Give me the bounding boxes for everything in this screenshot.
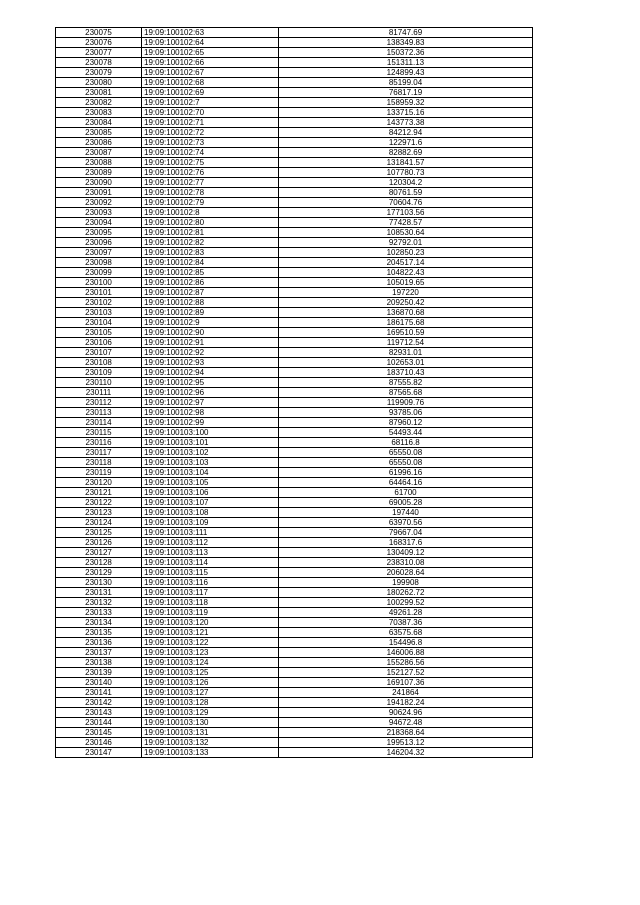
table-row [56,188,533,198]
row-id-cell: 230146 [56,738,142,748]
row-id-cell: 230102 [56,298,142,308]
cadastral-code-cell: 19:09:100103:129 [142,708,279,718]
row-id-cell: 230078 [56,58,142,68]
cadastral-code-cell: 19:09:100103:105 [142,478,279,488]
cadastral-code-cell: 19:09:100102:65 [142,48,279,58]
amount-cell: 151311.13 [279,58,533,68]
table-row [56,48,533,58]
row-id-cell: 230119 [56,468,142,478]
cadastral-code-cell: 19:09:100103:128 [142,698,279,708]
cadastral-code-cell: 19:09:100103:114 [142,558,279,568]
row-id-cell: 230143 [56,708,142,718]
amount-cell: 102850.23 [279,248,533,258]
amount-cell: 87565.68 [279,388,533,398]
cadastral-code-cell: 19:09:100102:94 [142,368,279,378]
amount-cell: 209250.42 [279,298,533,308]
row-id-cell: 230120 [56,478,142,488]
row-id-cell: 230110 [56,378,142,388]
row-id-cell: 230137 [56,648,142,658]
row-id-cell: 230142 [56,698,142,708]
row-id-cell: 230097 [56,248,142,258]
amount-cell: 104822.43 [279,268,533,278]
cadastral-code-cell: 19:09:100102:73 [142,138,279,148]
amount-cell: 204517.14 [279,258,533,268]
cadastral-code-cell: 19:09:100102:69 [142,88,279,98]
cadastral-code-cell: 19:09:100102:79 [142,198,279,208]
table-row [56,528,533,538]
table-row [56,118,533,128]
table-row [56,718,533,728]
cadastral-code-cell: 19:09:100103:104 [142,468,279,478]
row-id-cell: 230125 [56,528,142,538]
amount-cell: 238310.08 [279,558,533,568]
row-id-cell: 230082 [56,98,142,108]
cadastral-code-cell: 19:09:100102:81 [142,228,279,238]
row-id-cell: 230118 [56,458,142,468]
table-row [56,378,533,388]
table-row [56,408,533,418]
row-id-cell: 230121 [56,488,142,498]
amount-cell: 146006.88 [279,648,533,658]
cadastral-code-cell: 19:09:100103:127 [142,688,279,698]
amount-cell: 84212.94 [279,128,533,138]
amount-cell: 119909.76 [279,398,533,408]
table-row [56,208,533,218]
table-row [56,398,533,408]
cadastral-code-cell: 19:09:100103:122 [142,638,279,648]
cadastral-code-cell: 19:09:100102:82 [142,238,279,248]
table-row [56,478,533,488]
cadastral-code-cell: 19:09:100103:111 [142,528,279,538]
cadastral-code-cell: 19:09:100102:71 [142,118,279,128]
row-id-cell: 230090 [56,178,142,188]
amount-cell: 80761.59 [279,188,533,198]
cadastral-code-cell: 19:09:100103:133 [142,748,279,758]
table-row [56,678,533,688]
amount-cell: 94672.48 [279,718,533,728]
table-row [56,138,533,148]
cadastral-code-cell: 19:09:100102:9 [142,318,279,328]
amount-cell: 133715.16 [279,108,533,118]
cadastral-code-cell: 19:09:100103:101 [142,438,279,448]
cadastral-code-cell: 19:09:100102:91 [142,338,279,348]
amount-cell: 61700 [279,488,533,498]
table-row [56,228,533,238]
amount-cell: 186175.68 [279,318,533,328]
cadastral-code-cell: 19:09:100103:108 [142,508,279,518]
table-row [56,578,533,588]
cadastral-code-cell: 19:09:100102:76 [142,168,279,178]
amount-cell: 93785.06 [279,408,533,418]
cadastral-code-cell: 19:09:100102:74 [142,148,279,158]
amount-cell: 82882.69 [279,148,533,158]
cadastral-code-cell: 19:09:100102:8 [142,208,279,218]
table-row [56,428,533,438]
amount-cell: 122971.6 [279,138,533,148]
amount-cell: 168317.6 [279,538,533,548]
amount-cell: 120304.2 [279,178,533,188]
row-id-cell: 230083 [56,108,142,118]
table-row [56,148,533,158]
amount-cell: 61996.16 [279,468,533,478]
cadastral-code-cell: 19:09:100102:80 [142,218,279,228]
cadastral-code-cell: 19:09:100103:117 [142,588,279,598]
table-row [56,28,533,38]
data-table [55,27,533,758]
row-id-cell: 230144 [56,718,142,728]
table-row [56,708,533,718]
amount-cell: 146204.32 [279,748,533,758]
amount-cell: 105019.65 [279,278,533,288]
row-id-cell: 230099 [56,268,142,278]
cadastral-code-cell: 19:09:100103:119 [142,608,279,618]
table-row [56,448,533,458]
amount-cell: 102653.01 [279,358,533,368]
cadastral-code-cell: 19:09:100103:121 [142,628,279,638]
row-id-cell: 230085 [56,128,142,138]
table-row [56,648,533,658]
table-row [56,108,533,118]
amount-cell: 169510.59 [279,328,533,338]
cadastral-code-cell: 19:09:100102:86 [142,278,279,288]
amount-cell: 54493.44 [279,428,533,438]
cadastral-code-cell: 19:09:100103:103 [142,458,279,468]
cadastral-code-cell: 19:09:100102:67 [142,68,279,78]
table-row [56,68,533,78]
table-row [56,218,533,228]
table-body [56,28,533,758]
cadastral-code-cell: 19:09:100102:75 [142,158,279,168]
row-id-cell: 230138 [56,658,142,668]
amount-cell: 197440 [279,508,533,518]
table-row [56,608,533,618]
row-id-cell: 230113 [56,408,142,418]
table-row [56,498,533,508]
table-row [56,258,533,268]
amount-cell: 65550.08 [279,448,533,458]
row-id-cell: 230075 [56,28,142,38]
row-id-cell: 230133 [56,608,142,618]
row-id-cell: 230136 [56,638,142,648]
amount-cell: 136870.68 [279,308,533,318]
amount-cell: 152127.52 [279,668,533,678]
table-row [56,318,533,328]
table-row [56,588,533,598]
cadastral-code-cell: 19:09:100103:113 [142,548,279,558]
amount-cell: 199513.12 [279,738,533,748]
row-id-cell: 230128 [56,558,142,568]
amount-cell: 65550.08 [279,458,533,468]
row-id-cell: 230092 [56,198,142,208]
cadastral-code-cell: 19:09:100103:106 [142,488,279,498]
cadastral-code-cell: 19:09:100103:115 [142,568,279,578]
table-row [56,748,533,758]
table-row [56,88,533,98]
table-row [56,658,533,668]
table-row [56,688,533,698]
table-row [56,338,533,348]
amount-cell: 241864 [279,688,533,698]
table-row [56,518,533,528]
table-row [56,468,533,478]
cadastral-code-cell: 19:09:100102:95 [142,378,279,388]
amount-cell: 63575.68 [279,628,533,638]
amount-cell: 143773.38 [279,118,533,128]
table-row [56,698,533,708]
amount-cell: 70604.76 [279,198,533,208]
table-row [56,728,533,738]
table-row [56,238,533,248]
cadastral-code-cell: 19:09:100103:124 [142,658,279,668]
row-id-cell: 230108 [56,358,142,368]
cadastral-code-cell: 19:09:100103:116 [142,578,279,588]
row-id-cell: 230116 [56,438,142,448]
table-row [56,78,533,88]
row-id-cell: 230134 [56,618,142,628]
amount-cell: 169107.36 [279,678,533,688]
cadastral-code-cell: 19:09:100102:93 [142,358,279,368]
row-id-cell: 230081 [56,88,142,98]
table-row [56,418,533,428]
table-row [56,248,533,258]
amount-cell: 85199.04 [279,78,533,88]
row-id-cell: 230107 [56,348,142,358]
amount-cell: 131841.57 [279,158,533,168]
row-id-cell: 230123 [56,508,142,518]
amount-cell: 70387.36 [279,618,533,628]
row-id-cell: 230093 [56,208,142,218]
row-id-cell: 230112 [56,398,142,408]
row-id-cell: 230127 [56,548,142,558]
cadastral-code-cell: 19:09:100102:64 [142,38,279,48]
amount-cell: 108530.64 [279,228,533,238]
cadastral-code-cell: 19:09:100103:100 [142,428,279,438]
cadastral-code-cell: 19:09:100103:118 [142,598,279,608]
row-id-cell: 230076 [56,38,142,48]
table-row [56,568,533,578]
row-id-cell: 230131 [56,588,142,598]
amount-cell: 100299.52 [279,598,533,608]
row-id-cell: 230086 [56,138,142,148]
row-id-cell: 230141 [56,688,142,698]
cadastral-code-cell: 19:09:100102:70 [142,108,279,118]
amount-cell: 82931.01 [279,348,533,358]
row-id-cell: 230079 [56,68,142,78]
row-id-cell: 230129 [56,568,142,578]
row-id-cell: 230087 [56,148,142,158]
row-id-cell: 230096 [56,238,142,248]
amount-cell: 64464.16 [279,478,533,488]
table-row [56,328,533,338]
table-row [56,548,533,558]
amount-cell: 130409.12 [279,548,533,558]
table-row [56,348,533,358]
cadastral-code-cell: 19:09:100102:63 [142,28,279,38]
cadastral-code-cell: 19:09:100103:130 [142,718,279,728]
cadastral-code-cell: 19:09:100102:72 [142,128,279,138]
row-id-cell: 230145 [56,728,142,738]
table-row [56,558,533,568]
cadastral-code-cell: 19:09:100102:7 [142,98,279,108]
cadastral-code-cell: 19:09:100103:126 [142,678,279,688]
table-row [56,278,533,288]
cadastral-code-cell: 19:09:100103:132 [142,738,279,748]
row-id-cell: 230100 [56,278,142,288]
row-id-cell: 230111 [56,388,142,398]
amount-cell: 107780.73 [279,168,533,178]
table-row [56,458,533,468]
row-id-cell: 230135 [56,628,142,638]
table-row [56,298,533,308]
row-id-cell: 230094 [56,218,142,228]
table-row [56,638,533,648]
table-row [56,178,533,188]
amount-cell: 81747.69 [279,28,533,38]
cadastral-code-cell: 19:09:100102:78 [142,188,279,198]
row-id-cell: 230139 [56,668,142,678]
amount-cell: 183710.43 [279,368,533,378]
table-row [56,268,533,278]
row-id-cell: 230101 [56,288,142,298]
cadastral-code-cell: 19:09:100103:125 [142,668,279,678]
amount-cell: 92792.01 [279,238,533,248]
row-id-cell: 230088 [56,158,142,168]
amount-cell: 77428.57 [279,218,533,228]
table-row [56,488,533,498]
cadastral-code-cell: 19:09:100103:109 [142,518,279,528]
row-id-cell: 230147 [56,748,142,758]
table-row [56,388,533,398]
row-id-cell: 230080 [56,78,142,88]
cadastral-code-cell: 19:09:100103:102 [142,448,279,458]
table-row [56,738,533,748]
table-row [56,128,533,138]
table-row [56,288,533,298]
row-id-cell: 230104 [56,318,142,328]
row-id-cell: 230098 [56,258,142,268]
row-id-cell: 230124 [56,518,142,528]
row-id-cell: 230117 [56,448,142,458]
table-row [56,618,533,628]
amount-cell: 158959.32 [279,98,533,108]
amount-cell: 194182.24 [279,698,533,708]
row-id-cell: 230095 [56,228,142,238]
row-id-cell: 230114 [56,418,142,428]
row-id-cell: 230115 [56,428,142,438]
amount-cell: 69005.28 [279,498,533,508]
table-row [56,668,533,678]
table-row [56,168,533,178]
amount-cell: 79667.04 [279,528,533,538]
cadastral-code-cell: 19:09:100102:89 [142,308,279,318]
table-row [56,38,533,48]
cadastral-code-cell: 19:09:100102:97 [142,398,279,408]
amount-cell: 177103.56 [279,208,533,218]
table-row [56,358,533,368]
table-row [56,598,533,608]
table-row [56,308,533,318]
cadastral-code-cell: 19:09:100103:112 [142,538,279,548]
row-id-cell: 230103 [56,308,142,318]
table-row [56,368,533,378]
cadastral-code-cell: 19:09:100102:66 [142,58,279,68]
cadastral-code-cell: 19:09:100103:120 [142,618,279,628]
row-id-cell: 230122 [56,498,142,508]
table-row [56,198,533,208]
cadastral-code-cell: 19:09:100103:131 [142,728,279,738]
amount-cell: 68116.8 [279,438,533,448]
row-id-cell: 230089 [56,168,142,178]
amount-cell: 199908 [279,578,533,588]
row-id-cell: 230084 [56,118,142,128]
table-row [56,158,533,168]
amount-cell: 180262.72 [279,588,533,598]
cadastral-code-cell: 19:09:100102:90 [142,328,279,338]
cadastral-code-cell: 19:09:100103:107 [142,498,279,508]
cadastral-code-cell: 19:09:100102:92 [142,348,279,358]
row-id-cell: 230130 [56,578,142,588]
cadastral-code-cell: 19:09:100102:99 [142,418,279,428]
amount-cell: 155286.56 [279,658,533,668]
row-id-cell: 230109 [56,368,142,378]
row-id-cell: 230105 [56,328,142,338]
amount-cell: 63970.56 [279,518,533,528]
table-row [56,98,533,108]
amount-cell: 154496.8 [279,638,533,648]
amount-cell: 87960.12 [279,418,533,428]
amount-cell: 119712.54 [279,338,533,348]
row-id-cell: 230077 [56,48,142,58]
row-id-cell: 230126 [56,538,142,548]
table-row [56,58,533,68]
row-id-cell: 230132 [56,598,142,608]
cadastral-code-cell: 19:09:100102:77 [142,178,279,188]
cadastral-code-cell: 19:09:100102:96 [142,388,279,398]
cadastral-code-cell: 19:09:100102:68 [142,78,279,88]
amount-cell: 138349.83 [279,38,533,48]
table-row [56,438,533,448]
cadastral-code-cell: 19:09:100103:123 [142,648,279,658]
cadastral-code-cell: 19:09:100102:84 [142,258,279,268]
cadastral-code-cell: 19:09:100102:88 [142,298,279,308]
amount-cell: 124899.43 [279,68,533,78]
row-id-cell: 230106 [56,338,142,348]
row-id-cell: 230140 [56,678,142,688]
cadastral-code-cell: 19:09:100102:98 [142,408,279,418]
cadastral-code-cell: 19:09:100102:83 [142,248,279,258]
table-row [56,538,533,548]
row-id-cell: 230091 [56,188,142,198]
amount-cell: 206028.64 [279,568,533,578]
table-row [56,508,533,518]
amount-cell: 218368.64 [279,728,533,738]
amount-cell: 76817.19 [279,88,533,98]
cadastral-code-cell: 19:09:100102:87 [142,288,279,298]
amount-cell: 87555.82 [279,378,533,388]
amount-cell: 197220 [279,288,533,298]
amount-cell: 49261.28 [279,608,533,618]
table-row [56,628,533,638]
amount-cell: 90624.96 [279,708,533,718]
amount-cell: 150372.36 [279,48,533,58]
cadastral-code-cell: 19:09:100102:85 [142,268,279,278]
